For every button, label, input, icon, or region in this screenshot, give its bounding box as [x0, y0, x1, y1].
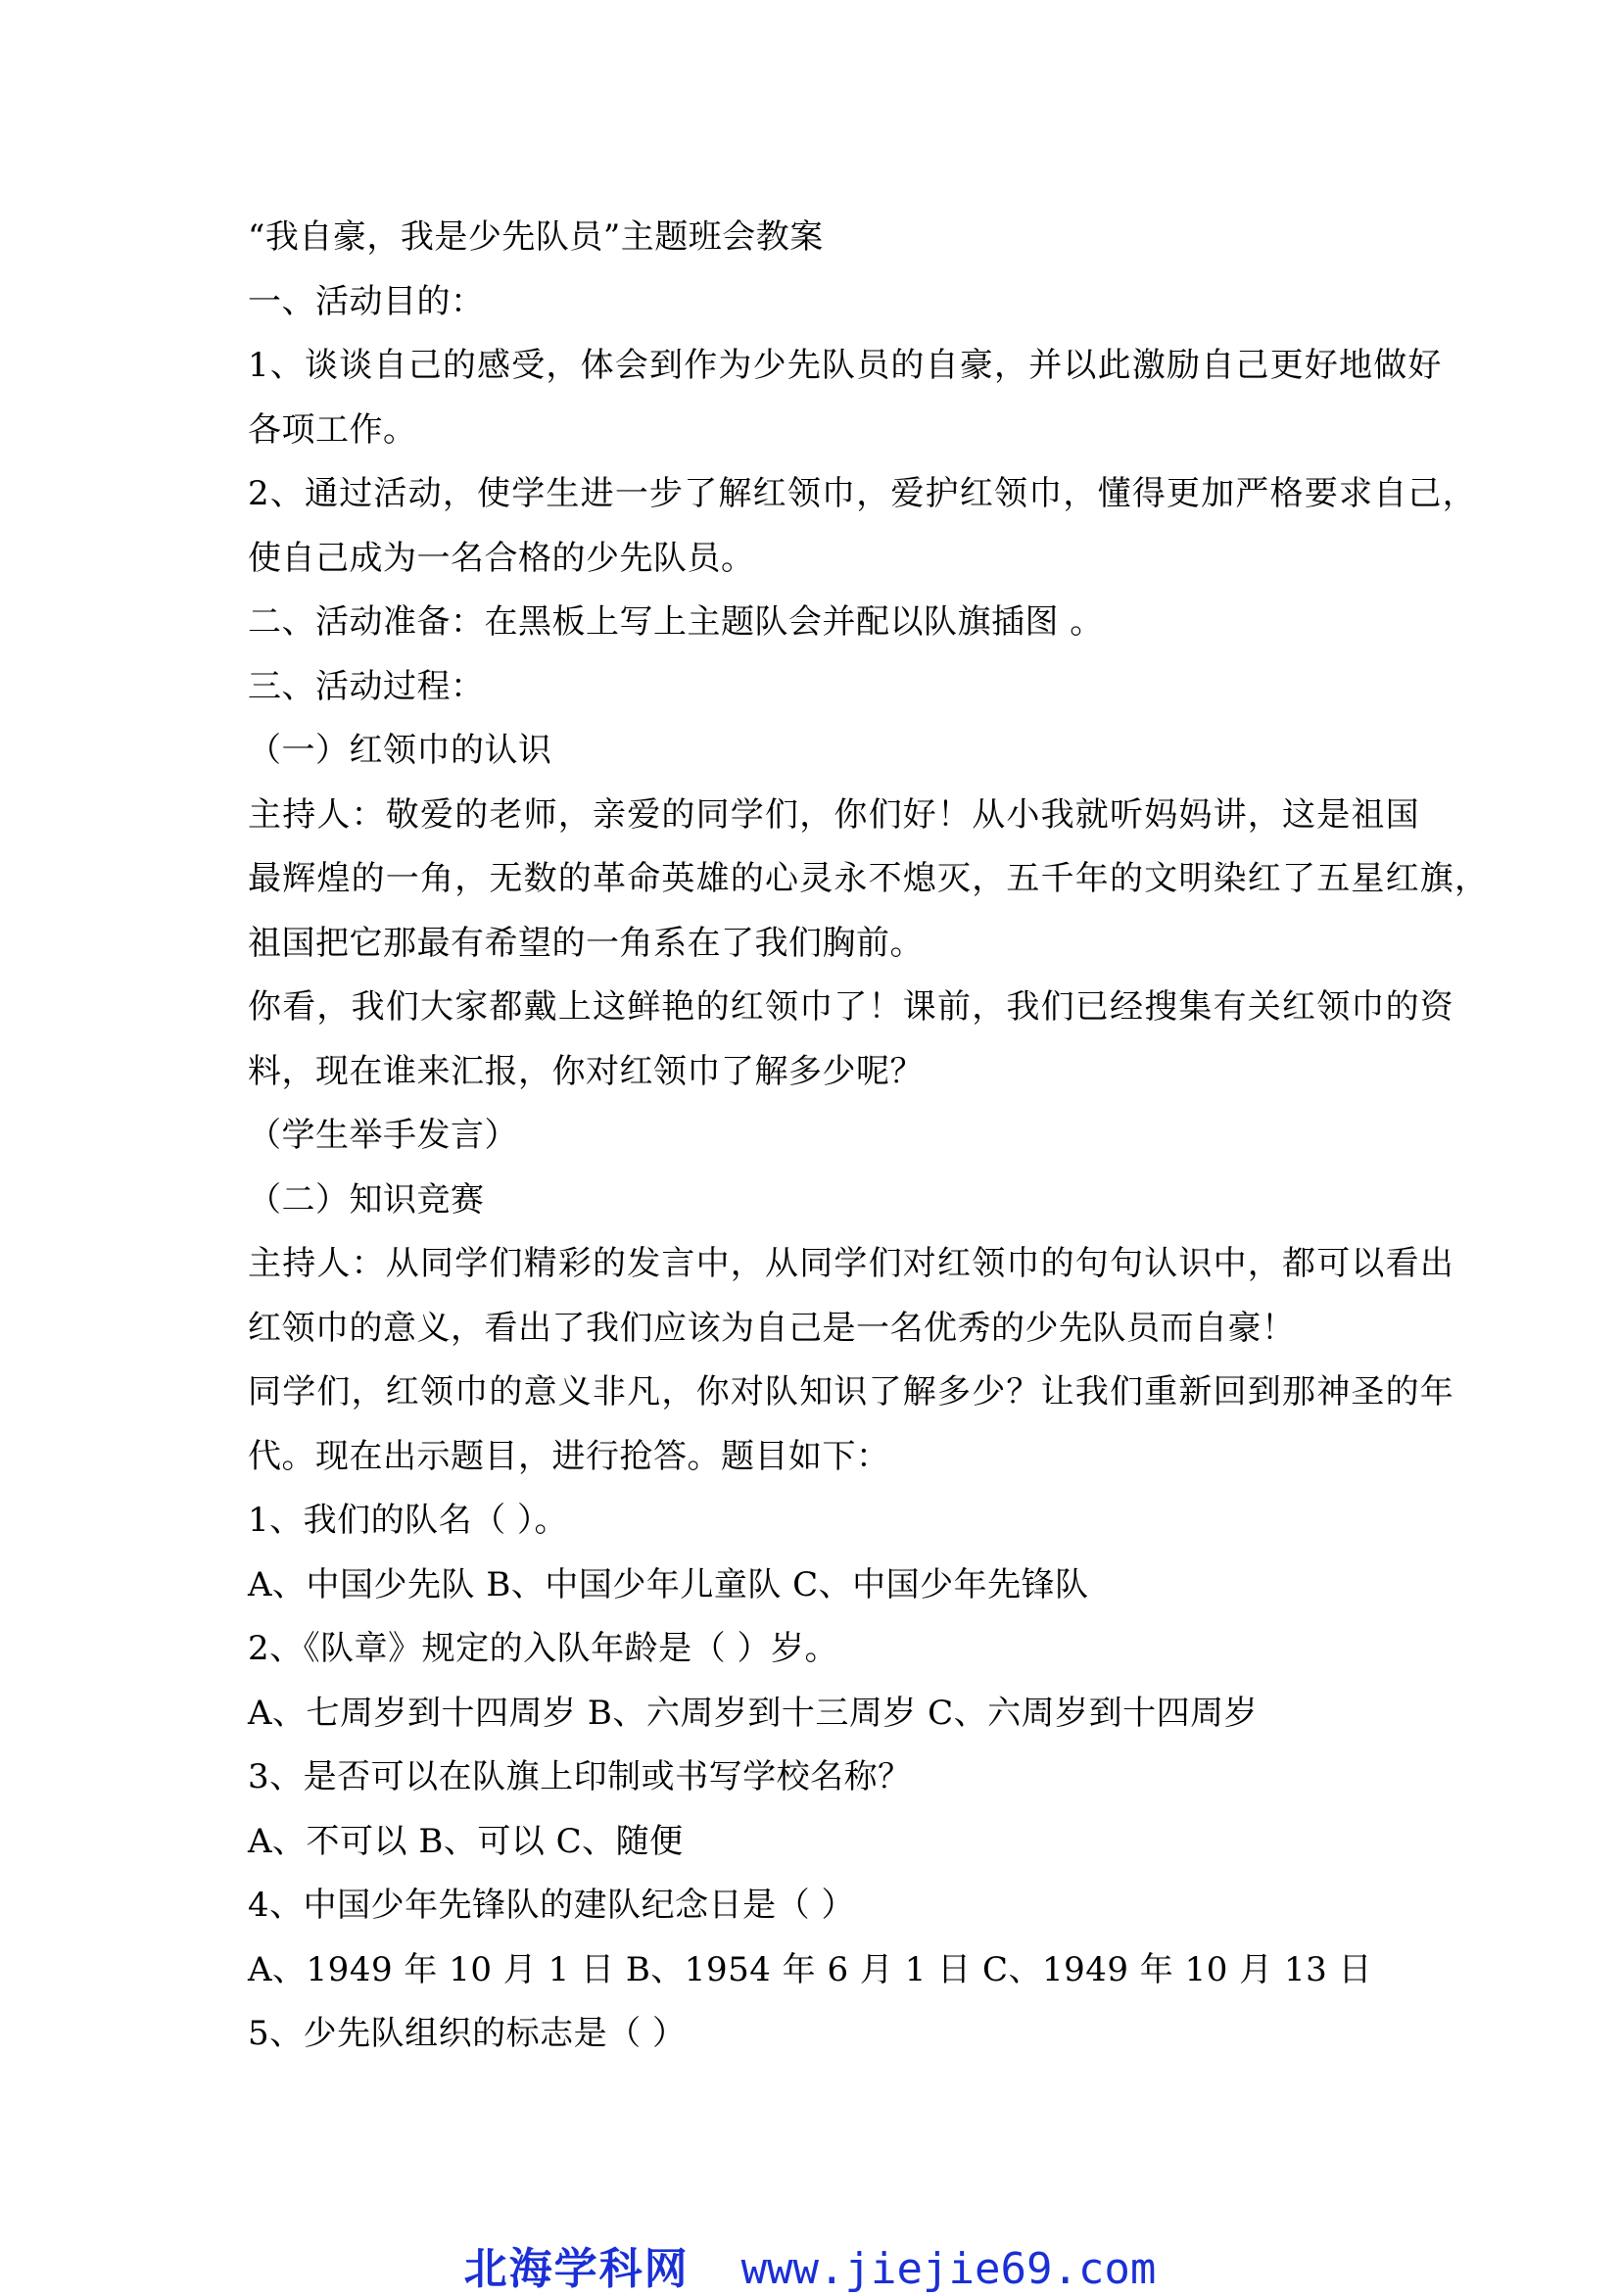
quiz-question: 5、少先队组织的标志是（ ）: [248, 2014, 687, 2053]
section-heading-purpose: 一、活动目的：: [248, 281, 485, 321]
subsection-heading: （二）知识竞赛: [248, 1179, 485, 1220]
quiz-options: A、七周岁到十四周岁 B、六周岁到十三周岁 C、六周岁到十四周岁: [248, 1693, 1259, 1733]
quiz-question: 1、我们的队名（ ）。: [248, 1501, 568, 1540]
quiz-options: A、中国少先队 B、中国少年儿童队 C、中国少年先锋队: [248, 1564, 1089, 1604]
document-title: “我自豪，我是少先队员”主题班会教案: [248, 217, 824, 257]
section-heading-preparation: 二、活动准备：在黑板上写上主题队会并配以队旗插图 。: [248, 602, 1104, 642]
paragraph-line: 同学们，红领巾的意义非凡，你对队知识了解多少？让我们重新回到那神圣的年: [248, 1372, 1454, 1411]
footer-watermark: [0, 2243, 1620, 2296]
quiz-question: 4、中国少年先锋队的建队纪念日是（ ）: [248, 1886, 855, 1925]
paragraph-line: 1、谈谈自己的感受，体会到作为少先队员的自豪，并以此激励自己更好地做好: [248, 346, 1443, 385]
paragraph-line: 主持人：敬爱的老师，亲爱的同学们，你们好！从小我就听妈妈讲，这是祖国: [248, 794, 1420, 835]
document-body: [248, 206, 1490, 2067]
paragraph-line: 你看，我们大家都戴上这鲜艳的红领巾了！课前，我们已经搜集有关红领巾的资: [248, 987, 1454, 1027]
section-heading-process: 三、活动过程：: [248, 666, 485, 706]
quiz-question: 2、《队章》规定的入队年龄是（ ）岁。: [248, 1629, 838, 1668]
paragraph-line: 最辉煌的一角，无数的革命英雄的心灵永不熄灭，五千年的文明染红了五星红旗，: [248, 859, 1490, 898]
quiz-question: 3、是否可以在队旗上印制或书写学校名称？: [248, 1757, 912, 1796]
paragraph-line: （学生举手发言）: [248, 1116, 518, 1155]
paragraph-line: 料，现在谁来汇报，你对红领巾了解多少呢？: [248, 1051, 924, 1091]
subsection-heading: （一）红领巾的认识: [248, 731, 552, 770]
paragraph-line: 主持人：从同学们精彩的发言中，从同学们对红领巾的句句认识中，都可以看出: [248, 1244, 1454, 1283]
footer-url[interactable]: www.jiejie69.com: [740, 2244, 1157, 2294]
quiz-options: A、1949 年 10 月 1 日 B、1954 年 6 月 1 日 C、1949 年 10 月 13 日: [248, 1949, 1373, 1989]
paragraph-line: 红领巾的意义，看出了我们应该为自己是一名优秀的少先队员而自豪！: [248, 1308, 1296, 1348]
paragraph-line: 代。现在出示题目，进行抢答。题目如下：: [248, 1436, 890, 1476]
paragraph-line: 使自己成为一名合格的少先队员。: [248, 538, 755, 578]
paragraph-line: 祖国把它那最有希望的一角系在了我们胸前。: [248, 923, 924, 963]
paragraph-line: 各项工作。: [248, 409, 417, 450]
quiz-options: A、不可以 B、可以 C、随便: [248, 1821, 684, 1861]
paragraph-line: 2、通过活动，使学生进一步了解红领巾，爱护红领巾，懂得更加严格要求自己，: [248, 474, 1477, 513]
footer-site-name: 北海学科网: [463, 2244, 690, 2294]
